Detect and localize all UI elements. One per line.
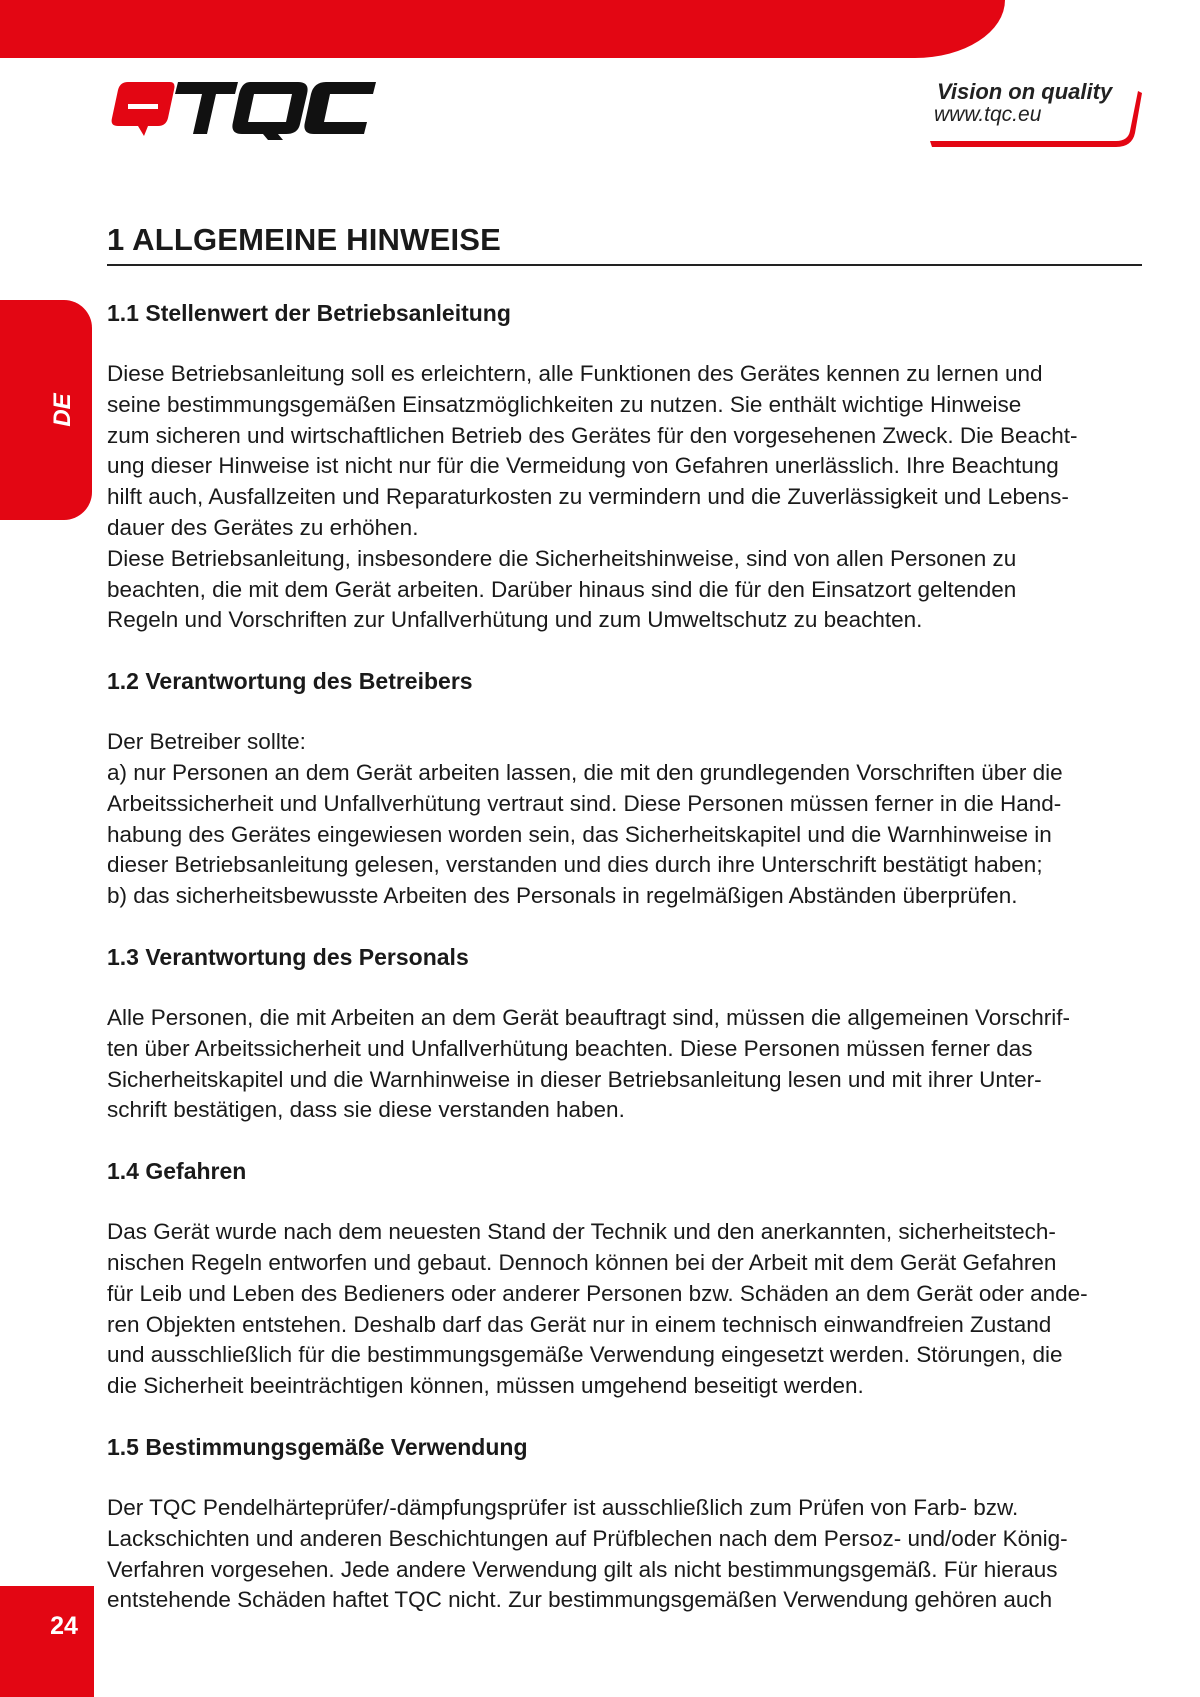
section-1-1	[107, 298, 1142, 636]
text-line: Diese Betriebsanleitung soll es erleichtern, alle Funktionen des Gerätes kennen zu lernen und	[107, 361, 1043, 386]
tagline-text: Vision on quality	[937, 79, 1113, 104]
tagline-block	[930, 79, 1150, 151]
text-line: Lackschichten und anderen Beschichtungen auf Prüfblechen nach dem Persoz- und/oder König-	[107, 1525, 1068, 1551]
text-line: habung des Gerätes eingewiesen worden sein, das Sicherheitskapitel und die Warnhinweise in	[107, 821, 1052, 847]
language-label: DE	[49, 393, 76, 427]
text-line: Alle Personen, die mit Arbeiten an dem Gerät beauftragt sind, müssen die allgemeinen Vorschrif-	[107, 1004, 1071, 1030]
text-line: Das Gerät wurde nach dem neuesten Stand der Technik und den anerkannten, sicherheitstech-	[107, 1219, 1056, 1245]
text-line: ren Objekten entstehen. Deshalb darf das Gerät nur in einem technisch einwandfreien Zustand	[107, 1311, 1052, 1337]
text-line: Der TQC Pendelhärteprüfer/-dämpfungsprüfer ist ausschließlich zum Prüfen von Farb- bzw.	[107, 1494, 1019, 1520]
text-line: Der Betreiber sollte:	[107, 729, 306, 755]
text-line: dauer des Gerätes zu erhöhen.	[107, 514, 419, 540]
section-1-4	[107, 1156, 1142, 1402]
section-1-2	[107, 666, 1142, 912]
section-paragraph	[107, 359, 1142, 636]
section-paragraph	[107, 727, 1142, 912]
text-line: seine bestimmungsgemäßen Einsatzmöglichkeiten zu nutzen. Sie enthält wichtige Hinweise	[107, 391, 1022, 417]
section-heading: 1.3 Verantwortung des Personals	[107, 943, 469, 970]
text-line: ung dieser Hinweise ist nicht nur für die Vermeidung von Gefahren unerlässlich. Ihre Beachtung	[107, 453, 1059, 479]
text-line: dieser Betriebsanleitung gelesen, verstanden und dies durch ihre Unterschrift bestätigt haben;	[107, 852, 1043, 878]
section-heading: 1.2 Verantwortung des Betreibers	[107, 668, 473, 695]
text-line: die Sicherheit beeinträchtigen können, müssen umgehend beseitigt werden.	[107, 1373, 864, 1399]
text-line: schrift bestätigen, dass sie diese verstanden haben.	[107, 1097, 625, 1123]
section-1-3	[107, 942, 1142, 1126]
section-heading: 1.4 Gefahren	[107, 1158, 247, 1185]
tqc-logo	[108, 78, 380, 142]
text-line: nischen Regeln entworfen und gebaut. Dennoch können bei der Arbeit mit dem Gerät Gefahren	[107, 1249, 1057, 1275]
text-line: Diese Betriebsanleitung, insbesondere die Sicherheitshinweise, sind von allen Personen zu	[107, 545, 1017, 571]
page-title: 1 ALLGEMEINE HINWEISE	[107, 222, 1142, 266]
section-paragraph	[107, 1217, 1142, 1402]
top-banner	[0, 0, 1005, 58]
swoosh-icon	[930, 79, 1150, 151]
text-line: a) nur Personen an dem Gerät arbeiten lassen, die mit den grundlegenden Vorschriften über die	[107, 759, 1063, 785]
website-link[interactable]: www.tqc.eu	[934, 103, 1042, 126]
text-line: Verfahren vorgesehen. Jede andere Verwendung gilt als nicht bestimmungsgemäß. Für hieraus	[107, 1556, 1058, 1582]
text-line: hilft auch, Ausfallzeiten und Reparaturkosten zu vermindern und die Zuverlässigkeit und Lebens-	[107, 484, 1069, 510]
text-line: Arbeitssicherheit und Unfallverhütung vertraut sind. Diese Personen müssen ferner in die Hand-	[107, 790, 1062, 816]
text-line: Sicherheitskapitel und die Warnhinweise in dieser Betriebsanleitung lesen und mit ihrer Unter-	[107, 1066, 1042, 1092]
text-line: Regeln und Vorschriften zur Unfallverhütung und zum Umweltschutz zu beachten.	[107, 607, 923, 633]
section-paragraph	[107, 1003, 1142, 1126]
text-line: ten über Arbeitssicherheit und Unfallverhütung beachten. Diese Personen müssen ferner das	[107, 1035, 1033, 1061]
main-content	[107, 222, 1142, 1616]
text-line: zum sicheren und wirtschaftlichen Betrieb des Gerätes für den vorgesehenen Zweck. Die Beacht-	[107, 422, 1078, 448]
section-heading: 1.1 Stellenwert der Betriebsanleitung	[107, 300, 511, 326]
page-number: 24	[50, 1612, 78, 1640]
text-line: b) das sicherheitsbewusste Arbeiten des Personals in regelmäßigen Abständen überprüfen.	[107, 883, 1018, 909]
text-line: entstehende Schäden haftet TQC nicht. Zur bestimmungsgemäßen Verwendung gehören auch	[107, 1587, 1053, 1613]
section-heading: 1.5 Bestimmungsgemäße Verwendung	[107, 1433, 528, 1460]
page-number-tab	[0, 1586, 94, 1697]
language-tab	[0, 300, 92, 520]
text-line: für Leib und Leben des Bedieners oder anderer Personen bzw. Schäden an dem Gerät oder ande-	[107, 1280, 1088, 1306]
section-paragraph	[107, 1493, 1142, 1616]
text-line: beachten, die mit dem Gerät arbeiten. Darüber hinaus sind die für den Einsatzort geltenden	[107, 576, 1017, 602]
section-1-5	[107, 1432, 1142, 1616]
text-line: und ausschließlich für die bestimmungsgemäße Verwendung eingesetzt werden. Störungen, die	[107, 1342, 1063, 1368]
